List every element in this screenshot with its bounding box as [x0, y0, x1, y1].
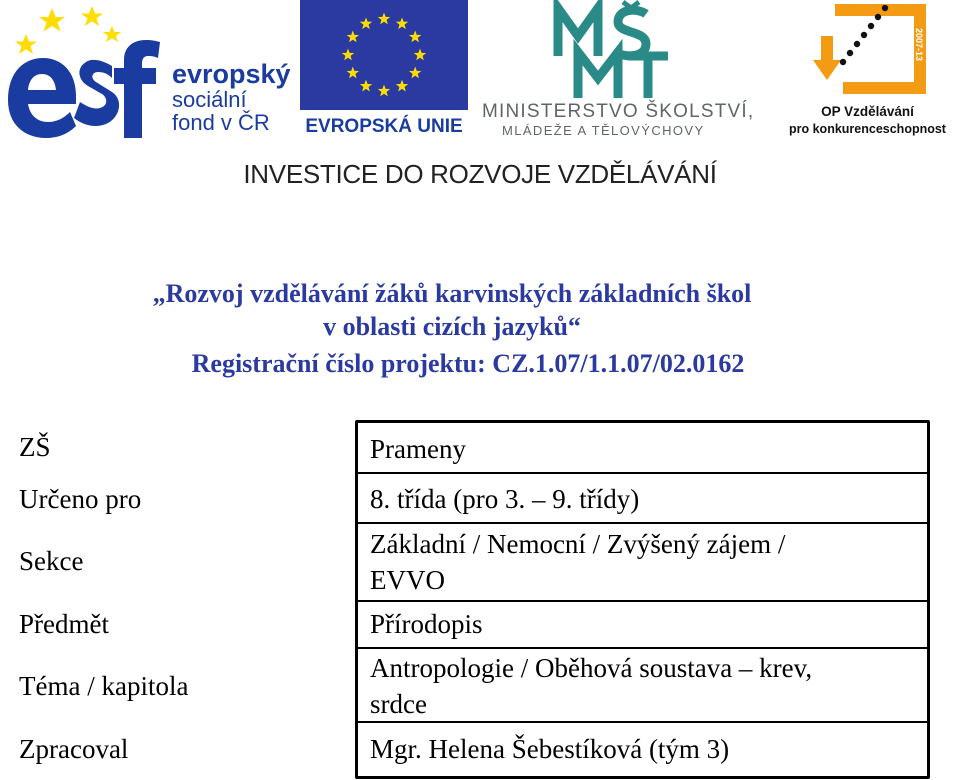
row-divider	[355, 647, 927, 649]
row-label-zpracoval: Zpracoval	[19, 734, 129, 764]
row-label-sekce: Sekce	[19, 546, 84, 576]
op-line2: pro konkurenceschopnost	[789, 122, 946, 136]
row-value-sekce-line2: EVVO	[370, 565, 445, 595]
esf-line1: evropský	[172, 59, 291, 89]
row-value-urceno: 8. třída (pro 3. – 9. třídy)	[370, 484, 640, 514]
op-ribbon: 2007-13	[914, 28, 924, 62]
row-label-zs: ZŠ	[19, 432, 51, 462]
row-value-sekce: Základní / Nemocní / Zvýšený zájem /	[370, 529, 786, 559]
op-mark-icon	[775, 0, 960, 100]
row-value-tema: Antropologie / Oběhová soustava – krev,	[370, 653, 813, 683]
eu-logo	[300, 0, 468, 142]
row-value-tema-line2: srdce	[370, 689, 427, 719]
esf-logo	[0, 0, 292, 142]
eu-flag-icon	[300, 0, 468, 112]
row-value-predmet: Přírodopis	[370, 609, 483, 639]
info-table	[0, 420, 927, 776]
row-divider	[355, 472, 927, 474]
op-logo	[775, 0, 960, 142]
investice-banner: INVESTICE DO ROZVOJE VZDĚLÁVÁNÍ	[243, 159, 717, 189]
row-divider	[355, 721, 927, 723]
msmt-logo	[478, 0, 768, 142]
esf-mark-icon	[0, 0, 170, 142]
esf-line2: sociální	[172, 87, 247, 112]
msmt-line1: MINISTERSTVO ŠKOLSTVÍ,	[482, 101, 755, 122]
row-divider	[355, 600, 927, 602]
msmt-mark-icon	[478, 0, 768, 100]
row-label-predmet: Předmět	[19, 609, 109, 639]
row-label-urceno: Určeno pro	[19, 484, 142, 514]
registration-number: Registrační číslo projektu: CZ.1.07/1.1.07/02.0162	[191, 349, 745, 378]
row-value-zs: Prameny	[370, 434, 466, 464]
msmt-line2: MLÁDEŽE A TĚLOVÝCHOVY	[502, 123, 705, 138]
row-value-zpracoval: Mgr. Helena Šebestíková (tým 3)	[370, 734, 730, 764]
eu-label: EVROPSKÁ UNIE	[305, 116, 463, 137]
esf-stars-icon	[15, 6, 121, 54]
esf-line3: fond v ČR	[172, 110, 270, 135]
project-title-line2: v oblasti cizích jazyků“	[323, 312, 581, 341]
project-title-line1: „Rozvoj vzdělávání žáků karvinských základních škol	[152, 279, 752, 308]
op-line1: OP Vzdělávání	[821, 104, 914, 119]
row-divider	[355, 522, 927, 524]
row-label-tema: Téma / kapitola	[19, 671, 189, 701]
